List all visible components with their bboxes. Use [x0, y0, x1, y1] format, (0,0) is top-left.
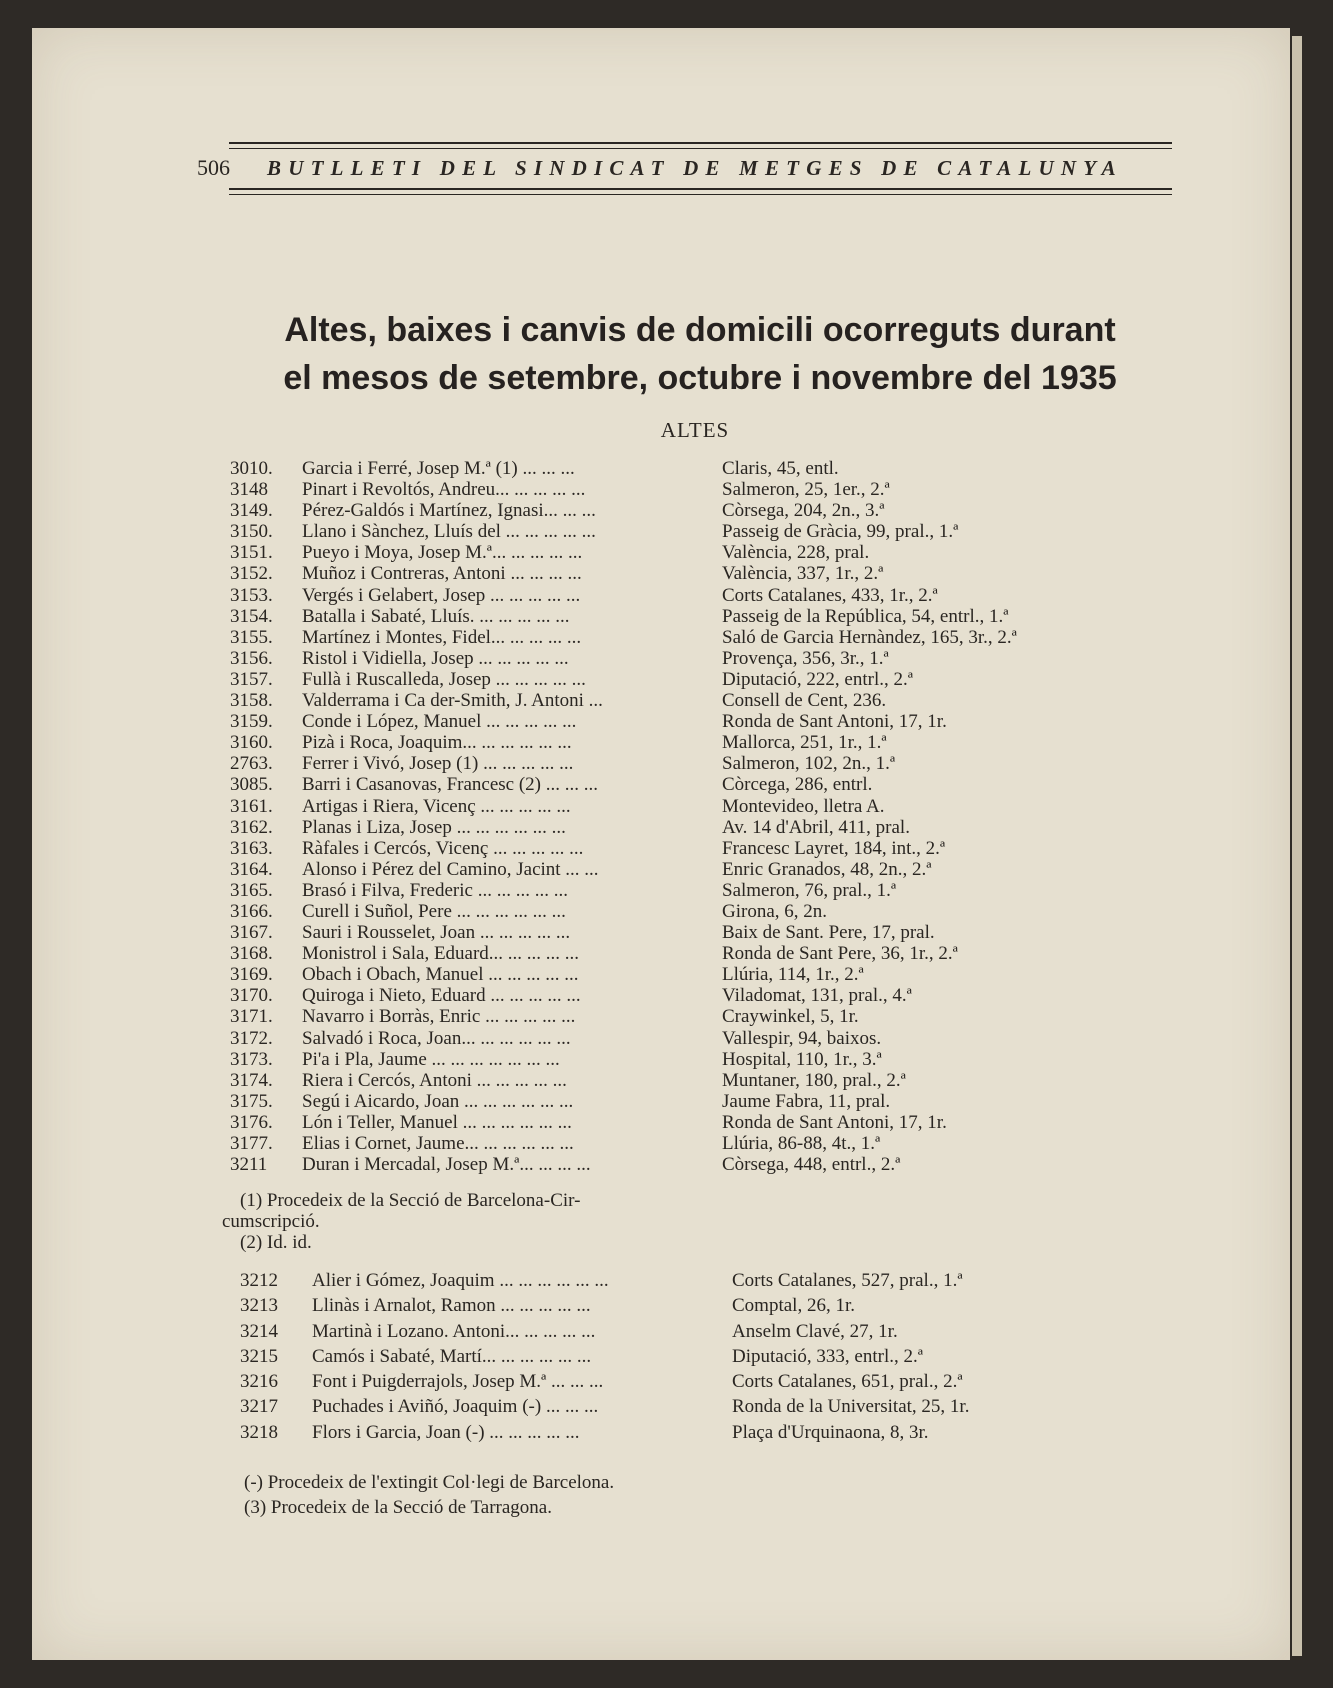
list-item — [230, 732, 1130, 753]
member-name: Llinàs i Arnalot, Ramon ... ... ... ... ... — [312, 1295, 591, 1317]
member-name: Ferrer i Vivó, Josep (1) ... ... ... ... ... — [302, 753, 574, 775]
footnote-1-cont: cumscripció. — [222, 1211, 320, 1232]
member-name: Alonso i Pérez del Camino, Jacint ... ... — [302, 858, 599, 880]
member-name: Martínez i Montes, Fidel... ... ... ... ... — [302, 626, 582, 648]
entry-number: 3172. — [230, 1027, 273, 1049]
list-item — [230, 922, 1130, 943]
entry-number: 3149. — [230, 500, 273, 522]
member-address: Hospital, 110, 1r., 3.ª — [722, 1048, 882, 1070]
member-name: Valderrama i Ca der-Smith, J. Antoni ... — [302, 690, 603, 712]
member-name: Batalla i Sabaté, Lluís. ... ... ... ... ... — [302, 605, 570, 627]
article-title — [250, 306, 1150, 402]
list-item — [230, 796, 1130, 817]
entry-number: 3160. — [230, 732, 273, 754]
member-name: Riera i Cercós, Antoni ... ... ... ... ... — [302, 1069, 567, 1091]
member-address: Anselm Clavé, 27, 1r. — [732, 1320, 898, 1342]
member-address: Baix de Sant. Pere, 17, pral. — [722, 922, 935, 944]
member-name: Quiroga i Nieto, Eduard ... ... ... ... ... — [302, 985, 581, 1007]
entry-number: 3164. — [230, 858, 273, 880]
entry-number: 3216 — [240, 1371, 278, 1393]
list-item — [230, 1154, 1130, 1175]
member-address: Salmeron, 25, 1er., 2.ª — [722, 479, 890, 501]
list-item — [230, 627, 1130, 648]
journal-title: BUTLLETI DEL SINDICAT DE METGES DE CATALUNYA — [267, 155, 1123, 180]
member-address: Salmeron, 102, 2n., 1.ª — [722, 753, 896, 775]
member-name: Monistrol i Sala, Eduard... ... ... ... ... — [302, 943, 580, 965]
member-address: Passeig de Gràcia, 99, pral., 1.ª — [722, 521, 959, 543]
list-item — [230, 585, 1130, 606]
member-address: Mallorca, 251, 1r., 1.ª — [722, 732, 887, 754]
entry-number: 3155. — [230, 626, 273, 648]
list-item — [240, 1420, 1140, 1445]
member-address: Enric Granados, 48, 2n., 2.ª — [722, 858, 932, 880]
entry-number: 3162. — [230, 816, 273, 838]
member-name: Navarro i Borràs, Enric ... ... ... ... ... — [302, 1006, 576, 1028]
entry-number: 3166. — [230, 900, 273, 922]
list-item — [230, 753, 1130, 774]
member-name: Pinart i Revoltós, Andreu... ... ... ... ... — [302, 479, 586, 501]
member-name: Garcia i Ferré, Josep M.ª (1) ... ... ... — [302, 458, 575, 479]
member-address: Diputació, 333, entrl., 2.ª — [732, 1345, 923, 1367]
entry-number: 3161. — [230, 795, 273, 817]
member-name: Brasó i Filva, Frederic ... ... ... ... ... — [302, 879, 568, 901]
list-item — [240, 1344, 1140, 1369]
list-item — [230, 1006, 1130, 1027]
member-name: Obach i Obach, Manuel ... ... ... ... ... — [302, 964, 579, 986]
member-address: Passeig de la República, 54, entrl., 1.ª — [722, 605, 1009, 627]
list-item — [230, 1133, 1130, 1154]
member-address: Ronda de Sant Antoni, 17, 1r. — [722, 1111, 947, 1133]
list-item — [230, 711, 1130, 732]
member-address: Diputació, 222, entrl., 2.ª — [722, 668, 913, 690]
member-name: Flors i Garcia, Joan (-) ... ... ... ... ... — [312, 1421, 580, 1443]
member-name: Pizà i Roca, Joaquim... ... ... ... ... ... — [302, 732, 572, 754]
entry-number: 3157. — [230, 668, 273, 690]
member-address: Montevideo, lletra A. — [722, 795, 885, 817]
entry-number: 3165. — [230, 879, 273, 901]
list-item — [230, 774, 1130, 795]
member-name: Artigas i Riera, Vicenç ... ... ... ... ... — [302, 795, 571, 817]
member-address: Ronda de Sant Antoni, 17, 1r. — [722, 711, 947, 733]
member-address: Provença, 356, 3r., 1.ª — [722, 647, 889, 669]
list-item — [240, 1293, 1140, 1318]
title-line-1: Altes, baixes i canvis de domicili ocorreguts durant — [284, 311, 1116, 349]
entry-number: 3169. — [230, 964, 273, 986]
member-address: Consell de Cent, 236. — [722, 690, 887, 712]
list-item — [230, 1070, 1130, 1091]
entries-list — [230, 458, 1130, 1175]
member-address: Comptal, 26, 1r. — [732, 1295, 855, 1317]
member-name: Duran i Mercadal, Josep M.ª... ... ... ... — [302, 1154, 591, 1176]
entry-number: 3150. — [230, 521, 273, 543]
entry-number: 3177. — [230, 1133, 273, 1154]
member-name: Curell i Suñol, Pere ... ... ... ... ... ... — [302, 900, 566, 922]
entry-number: 3175. — [230, 1090, 273, 1112]
footnotes — [222, 1190, 710, 1253]
member-name: Font i Puigderrajols, Josep M.ª ... ... ... — [312, 1371, 604, 1393]
entry-number: 3163. — [230, 837, 273, 859]
list-item — [230, 648, 1130, 669]
entry-number: 3170. — [230, 985, 273, 1007]
list-item — [230, 943, 1130, 964]
member-address: Saló de Garcia Hernàndez, 165, 3r., 2.ª — [722, 626, 1017, 648]
entry-number: 3154. — [230, 605, 273, 627]
entry-number: 3153. — [230, 584, 273, 606]
member-address: Jaume Fabra, 11, pral. — [722, 1090, 891, 1112]
entry-number: 3218 — [240, 1421, 278, 1443]
list-item — [230, 521, 1130, 542]
member-name: Ràfales i Cercós, Vicenç ... ... ... ... ... — [302, 837, 584, 859]
entry-number: 3152. — [230, 563, 273, 585]
section-heading: ALTES — [660, 418, 730, 442]
member-address: Ronda de Sant Pere, 36, 1r., 2.ª — [722, 943, 958, 965]
entry-number: 3211 — [230, 1154, 268, 1176]
list-item — [240, 1268, 1140, 1293]
member-address: Llúria, 114, 1r., 2.ª — [722, 964, 864, 986]
list-item — [230, 1028, 1130, 1049]
member-name: Sauri i Rousselet, Joan ... ... ... ... ... — [302, 922, 571, 944]
member-address: Còrsega, 448, entrl., 2.ª — [722, 1154, 901, 1176]
list-item — [230, 606, 1130, 627]
member-name: Puchades i Aviñó, Joaquim (-) ... ... ... — [312, 1396, 599, 1418]
entry-number: 3148 — [230, 479, 268, 501]
member-address: Girona, 6, 2n. — [722, 900, 828, 922]
list-item — [230, 1112, 1130, 1133]
member-name: Martinà i Lozano. Antoni... ... ... ... ... — [312, 1320, 596, 1342]
list-item — [230, 500, 1130, 521]
entry-number: 3213 — [240, 1295, 278, 1317]
list-item — [230, 690, 1130, 711]
member-name: Segú i Aicardo, Joan ... ... ... ... ... ... — [302, 1090, 574, 1112]
member-name: Pérez-Galdós i Martínez, Ignasi... ... ... — [302, 500, 596, 522]
member-address: Corts Catalanes, 651, pral., 2.ª — [732, 1371, 963, 1393]
member-address: Viladomat, 131, pral., 4.ª — [722, 985, 912, 1007]
member-address: Corts Catalanes, 527, pral., 1.ª — [732, 1270, 963, 1291]
list-item — [230, 563, 1130, 584]
member-name: Lón i Teller, Manuel ... ... ... ... ... ... — [302, 1111, 572, 1133]
member-name: Fullà i Ruscalleda, Josep ... ... ... ... ... — [302, 668, 586, 690]
entry-number: 3158. — [230, 690, 273, 712]
member-name: Barri i Casanovas, Francesc (2) ... ... ... — [302, 774, 599, 796]
member-address: Salmeron, 76, pral., 1.ª — [722, 879, 897, 901]
member-address: Plaça d'Urquinaona, 8, 3r. — [732, 1421, 929, 1443]
list-item — [230, 1049, 1130, 1070]
entry-number: 3167. — [230, 922, 273, 944]
member-name: Pueyo i Moya, Josep M.ª... ... ... ... ... — [302, 542, 583, 564]
member-name: Elias i Cornet, Jaume... ... ... ... ... ... — [302, 1133, 574, 1154]
page-header — [197, 112, 1172, 202]
member-name: Pi'a i Pla, Jaume ... ... ... ... ... ... ... — [302, 1048, 560, 1070]
entry-number: 3173. — [230, 1048, 273, 1070]
list-item — [230, 838, 1130, 859]
footnote-1: (1) Procedeix de la Secció de Barcelona-Cir- — [240, 1190, 581, 1211]
entry-number: 3215 — [240, 1345, 278, 1367]
entry-number: 3168. — [230, 943, 273, 965]
list-item — [230, 458, 1130, 479]
list-item — [230, 880, 1130, 901]
list-item — [230, 542, 1130, 563]
entry-number: 3156. — [230, 647, 273, 669]
member-address: València, 337, 1r., 2.ª — [722, 563, 884, 585]
page-number: 506 — [197, 155, 230, 180]
member-address: Llúria, 86-88, 4t., 1.ª — [722, 1133, 881, 1154]
page-edge — [1292, 36, 1302, 1656]
list-item — [230, 964, 1130, 985]
member-address: Francesc Layret, 184, int., 2.ª — [722, 837, 946, 859]
member-name: Vergés i Gelabert, Josep ... ... ... ... ... — [302, 584, 581, 606]
header-rule-bottom-thin — [229, 194, 1172, 195]
entry-number: 3176. — [230, 1111, 273, 1133]
member-address: Craywinkel, 5, 1r. — [722, 1006, 859, 1028]
member-address: Ronda de la Universitat, 25, 1r. — [732, 1396, 970, 1418]
header-rule-top — [229, 142, 1172, 144]
member-address: Claris, 45, entl. — [722, 458, 839, 479]
footnote-2: (2) Id. id. — [240, 1232, 312, 1253]
entries-list-2 — [240, 1268, 1140, 1445]
member-address: Còrsega, 204, 2n., 3.ª — [722, 500, 885, 522]
member-name: Camós i Sabaté, Martí... ... ... ... ... ... — [312, 1345, 592, 1367]
member-name: Alier i Gómez, Joaquim ... ... ... ... ... ... — [312, 1270, 609, 1291]
list-item — [230, 817, 1130, 838]
entry-number: 3214 — [240, 1320, 278, 1342]
entry-number: 3085. — [230, 774, 273, 796]
list-item — [230, 901, 1130, 922]
member-address: Còrcega, 286, entrl. — [722, 774, 873, 796]
entry-number: 3151. — [230, 542, 273, 564]
list-item — [240, 1369, 1140, 1394]
header-rule-top-thin — [229, 148, 1172, 149]
footnotes-2 — [244, 1470, 764, 1520]
member-name: Conde i López, Manuel ... ... ... ... ... — [302, 711, 577, 733]
list-item — [230, 479, 1130, 500]
member-address: Vallespir, 94, baixos. — [722, 1027, 882, 1049]
member-name: Muñoz i Contreras, Antoni ... ... ... ... — [302, 563, 582, 585]
member-address: Muntaner, 180, pral., 2.ª — [722, 1069, 906, 1091]
footnote-dash: (-) Procedeix de l'extingit Col·legi de Barcelona. — [244, 1472, 615, 1493]
entry-number: 3159. — [230, 711, 273, 733]
member-name: Ristol i Vidiella, Josep ... ... ... ... ... — [302, 647, 569, 669]
list-item — [240, 1319, 1140, 1344]
list-item — [240, 1394, 1140, 1419]
member-name: Llano i Sànchez, Lluís del ... ... ... ... ... — [302, 521, 596, 543]
entry-number: 3010. — [230, 458, 273, 479]
list-item — [230, 859, 1130, 880]
entry-number: 3174. — [230, 1069, 273, 1091]
member-name: Salvadó i Roca, Joan... ... ... ... ... ... — [302, 1027, 571, 1049]
member-address: Av. 14 d'Abril, 411, pral. — [722, 816, 910, 838]
list-item — [230, 669, 1130, 690]
list-item — [230, 1091, 1130, 1112]
footnote-3: (3) Procedeix de la Secció de Tarragona. — [244, 1497, 552, 1518]
list-item — [230, 985, 1130, 1006]
entry-number: 2763. — [230, 753, 273, 775]
entry-number: 3171. — [230, 1006, 273, 1028]
entry-number: 3212 — [240, 1270, 278, 1291]
member-name: Planas i Liza, Josep ... ... ... ... ... ... — [302, 816, 566, 838]
member-address: València, 228, pral. — [722, 542, 870, 564]
header-rule-bottom — [229, 188, 1172, 190]
entry-number: 3217 — [240, 1396, 278, 1418]
title-line-2: el mesos de setembre, octubre i novembre del 1935 — [283, 359, 1117, 397]
member-address: Corts Catalanes, 433, 1r., 2.ª — [722, 584, 938, 606]
